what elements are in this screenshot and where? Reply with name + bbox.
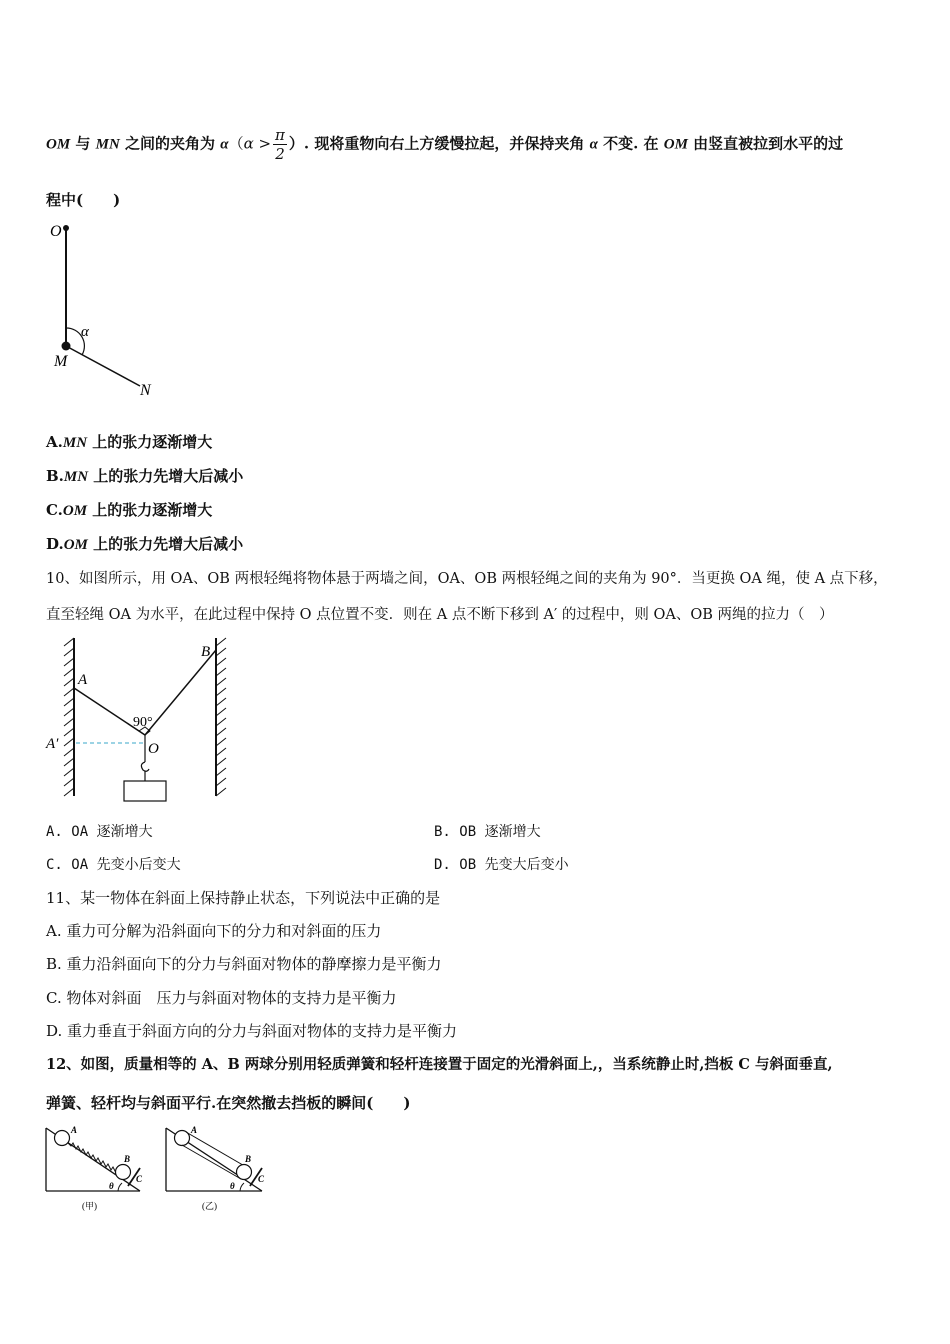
q10-option-a: A. OA 逐渐增大 [46,824,153,840]
q12-jia-label-b: B [124,1154,131,1164]
option-key: C. [46,501,63,519]
q9-option-b [46,466,243,487]
q9-label-m: M [54,353,68,370]
q10-label-o: O [148,741,159,757]
q12-yi-label-c: C [258,1174,265,1184]
q10-label-b: B [201,644,211,660]
q10-label-a: A [78,672,88,688]
q9-stem-line2: 程中( ) [46,191,121,209]
q12-jia-caption: (甲) [82,1201,97,1211]
q12-yi-caption: (乙) [202,1201,217,1211]
option-text: 上的张力先增大后减小 [88,467,244,485]
q9-text: 与 [70,134,96,153]
q12-jia-label-a: A [71,1125,78,1135]
option-text: 上的张力逐渐增大 [87,433,213,451]
option-text: 上的张力先增大后减小 [87,535,244,553]
q9-text: ）. 现将重物向右上方缓慢拉起，并保持夹角 [288,134,590,153]
q11-option-a: A. 重力可分解为沿斜面向下的分力和对斜面的压力 [46,922,382,940]
q11-option-b: B. 重力沿斜面向下的分力与斜面对物体的静摩擦力是平衡力 [46,955,442,973]
q9-fraction-num: π [275,126,285,144]
q11-option-d: D. 重力垂直于斜面方向的分力与斜面对物体的支持力是平衡力 [46,1022,458,1040]
option-var: MN [62,435,88,451]
q10-option-d: D. OB 先变大后变小 [434,857,569,873]
q9-var-om: OM [46,136,71,153]
q10-stem-line1: 10、如图所示，用 OA、OB 两根轻绳将物体悬于两墙之间，OA、OB 两根轻绳之间的夹角为 90°．当更换 OA 绳，使 A 点下移， [46,571,888,587]
q9-condition: α > [243,134,272,153]
q11-option-c: C. 物体对斜面 压力与斜面对物体的支持力是平衡力 [46,989,397,1007]
option-key: A. [46,433,63,451]
q9-label-n: N [140,382,151,399]
q12-yi-label-a: A [191,1125,198,1135]
option-var: MN [63,469,89,485]
q9-var-om: OM [663,136,688,153]
option-key: D. [46,535,64,553]
q9-option-d [46,534,243,555]
q10-label-a-prime: A′ [46,736,59,752]
q12-figure-jia [46,1125,143,1211]
option-text: 上的张力逐渐增大 [87,501,213,519]
q12-stem-line1: 12、如图，质量相等的 A、B 两球分别用轻质弹簧和轻杆连接置于固定的光滑斜面上,，当系统静止时,挡板 C 与斜面垂直, [46,1056,833,1073]
q12-jia-label-c: C [136,1174,143,1184]
option-key: B. [46,467,64,485]
q10-option-b: B. OB 逐渐增大 [434,824,541,840]
q12-figure-yi [166,1125,265,1211]
q9-text: 由竖直被拉到水平的过 [687,134,844,153]
q9-stem-line1 [46,126,843,163]
q9-text: 不变. 在 [597,134,664,153]
q9-label-alpha: α [81,324,89,340]
option-var: OM [63,537,88,553]
q9-var-mn: MN [95,136,120,153]
q12-stem-line2: 弹簧、轻杆均与斜面平行.在突然撤去挡板的瞬间( ) [46,1094,411,1112]
q9-option-c [46,500,212,521]
q9-label-o: O [50,223,62,240]
q10-label-angle: 90° [133,715,153,730]
q9-option-a [46,432,212,453]
q9-fraction [273,126,287,163]
q12-figure [40,1122,280,1217]
q10-option-c: C. OA 先变小后变大 [46,857,181,873]
q9-text: 之间的夹角为 [119,134,221,153]
q10-figure [44,636,234,806]
q9-fraction-den: 2 [275,145,285,163]
q12-jia-label-theta: θ [109,1181,114,1191]
q9-figure [44,218,174,408]
q10-stem-line2: 直至轻绳 OA 为水平，在此过程中保持 O 点位置不变．则在 A 点不断下移到 A′ 的过程中，则 OA、OB 两绳的拉力（ ） [46,607,834,623]
q11-stem: 11、某一物体在斜面上保持静止状态，下列说法中正确的是 [46,889,441,907]
q9-paren: （ [228,134,244,153]
q12-yi-label-b: B [245,1154,252,1164]
q9-var-alpha: α [589,136,598,153]
option-var: OM [62,503,88,519]
q9-var-alpha: α [220,136,229,153]
q12-yi-label-theta: θ [230,1181,235,1191]
